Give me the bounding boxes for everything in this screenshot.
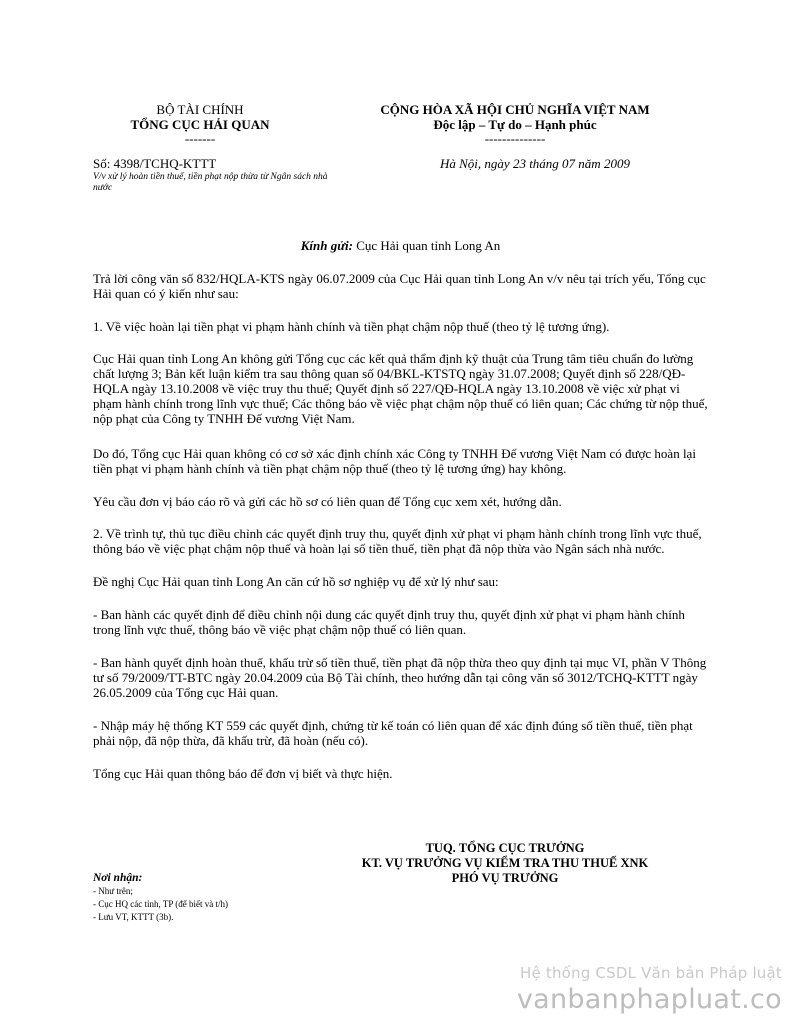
body-paragraph-3: Cục Hải quan tỉnh Long An không gửi Tổng cục các kết quả thẩm định kỹ thuật của Trung tâm tiêu chuẩn đo lường chất lượng 3; Bản kết luận kiểm tra sau thông quan số 04/BKL-KTSTQ ngày 31.07.2008; Quyết định số 228/QĐ-HQLA ngày 13.10.2008 về việc truy thu thuế; Quyết định số 227/QĐ-HQLA ngày 13.10.2008 về việc xử phạt vi phạm hành chính trong lĩnh vực thuế; Các thông báo về việc phạt chậm nộp thuế có liên quan; Các chứng từ nộp thuế, nộp phạt của Công ty TNHH Đế vương Việt Nam. [93, 351, 708, 426]
place-and-date: Hà Nội, ngày 23 tháng 07 năm 2009 [440, 156, 630, 171]
body-paragraph-1: Trả lời công văn số 832/HQLA-KTS ngày 06.07.2009 của Cục Hải quan tỉnh Long An v/v nêu tại trích yếu, Tổng cục Hải quan có ý kiến như sau: [93, 271, 706, 301]
watermark-line-2: vanbanphapluat.co [516, 984, 782, 1015]
body-paragraph-9: - Ban hành quyết định hoàn thuế, khấu trừ số tiền thuế, tiền phạt đã nộp thừa theo quy định tại mục VI, phần V Thông tư số 79/2009/TT-BTC ngày 20.04.2009 của Bộ Tài chính, theo hướng dẫn tại công văn số 3012/TCHQ-KTTT ngày 26.05.2009 của Tổng cục Hải quan. [93, 655, 707, 700]
ministry-name: BỘ TÀI CHÍNH [156, 102, 244, 117]
recipient-label: Kính gửi: [300, 238, 353, 253]
watermark-line-1: Hệ thống CSDL Văn bản Pháp luật [519, 964, 782, 982]
body-paragraph-2: 1. Về việc hoàn lại tiền phạt vi phạm hành chính và tiền phạt chậm nộp thuế (theo tỷ lệ tương ứng). [93, 319, 610, 334]
signature-line-3: PHÓ VỤ TRƯỞNG [451, 871, 559, 885]
body-paragraph-10: - Nhập máy hệ thống KT 559 các quyết định, chứng từ kế toán có liên quan để xác định đúng số tiền thuế, tiền phạt phải nộp, đã nộp thừa, đã khấu trừ, đã hoàn (nếu có). [93, 718, 693, 748]
national-motto: Độc lập – Tự do – Hạnh phúc [433, 117, 597, 132]
recipient-name: Cục Hải quan tỉnh Long An [352, 238, 501, 253]
body-paragraph-6: 2. Về trình tự, thủ tục điều chỉnh các quyết định truy thu, quyết định xử phạt vi phạm hành chính trong lĩnh vực thuế, thông báo về việc phạt chậm nộp thuế và hoàn lại số tiền thuế, tiền phạt đã nộp thừa vào Ngân sách nhà nước. [93, 526, 702, 556]
body-paragraph-8: - Ban hành các quyết định để điều chỉnh nội dung các quyết định truy thu, quyết định xử phạt vi phạm hành chính trong lĩnh vực thuế, thông báo về việc phạt chậm nộp thuế có liên quan. [93, 607, 685, 637]
document-subject: V/v xử lý hoàn tiền thuế, tiền phạt nộp thừa từ Ngân sách nhà nước [93, 172, 328, 193]
right-divider: -------------- [484, 131, 546, 146]
body-paragraph-7: Đề nghị Cục Hải quan tỉnh Long An căn cứ hồ sơ nghiệp vụ để xử lý như sau: [93, 574, 499, 589]
country-name: CỘNG HÒA XÃ HỘI CHỦ NGHĨA VIỆT NAM [380, 102, 650, 117]
body-paragraph-11: Tổng cục Hải quan thông báo để đơn vị biết và thực hiện. [93, 766, 393, 781]
body-paragraph-4: Do đó, Tổng cục Hải quan không có cơ sở xác định chính xác Công ty TNHH Đế vương Việt Nam có được hoàn lại tiền phạt vi phạm hành chính và tiền phạt chậm nộp thuế (theo tỷ lệ tương ứng) hay không. [93, 446, 696, 476]
recipient-item: - Như trên; [93, 886, 133, 896]
recipient-item: - Lưu VT, KTTT (3b). [93, 912, 174, 922]
left-divider: ------- [184, 131, 216, 146]
signature-line-1: TUQ. TỔNG CỤC TRƯỞNG [425, 841, 585, 855]
signature-line-2: KT. VỤ TRƯỞNG VỤ KIỂM TRA THU THUẾ XNK [361, 856, 649, 870]
recipient-item: - Cục HQ các tỉnh, TP (để biết và t/h) [93, 899, 228, 909]
body-paragraph-5: Yêu cầu đơn vị báo cáo rõ và gửi các hồ sơ có liên quan để Tổng cục xem xét, hướng dẫn. [93, 494, 562, 509]
recipients-title: Nơi nhận: [93, 872, 143, 884]
recipient-line [93, 238, 708, 253]
document-number: Số: 4398/TCHQ-KTTT [93, 156, 217, 171]
department-name: TỔNG CỤC HẢI QUAN [130, 117, 270, 132]
